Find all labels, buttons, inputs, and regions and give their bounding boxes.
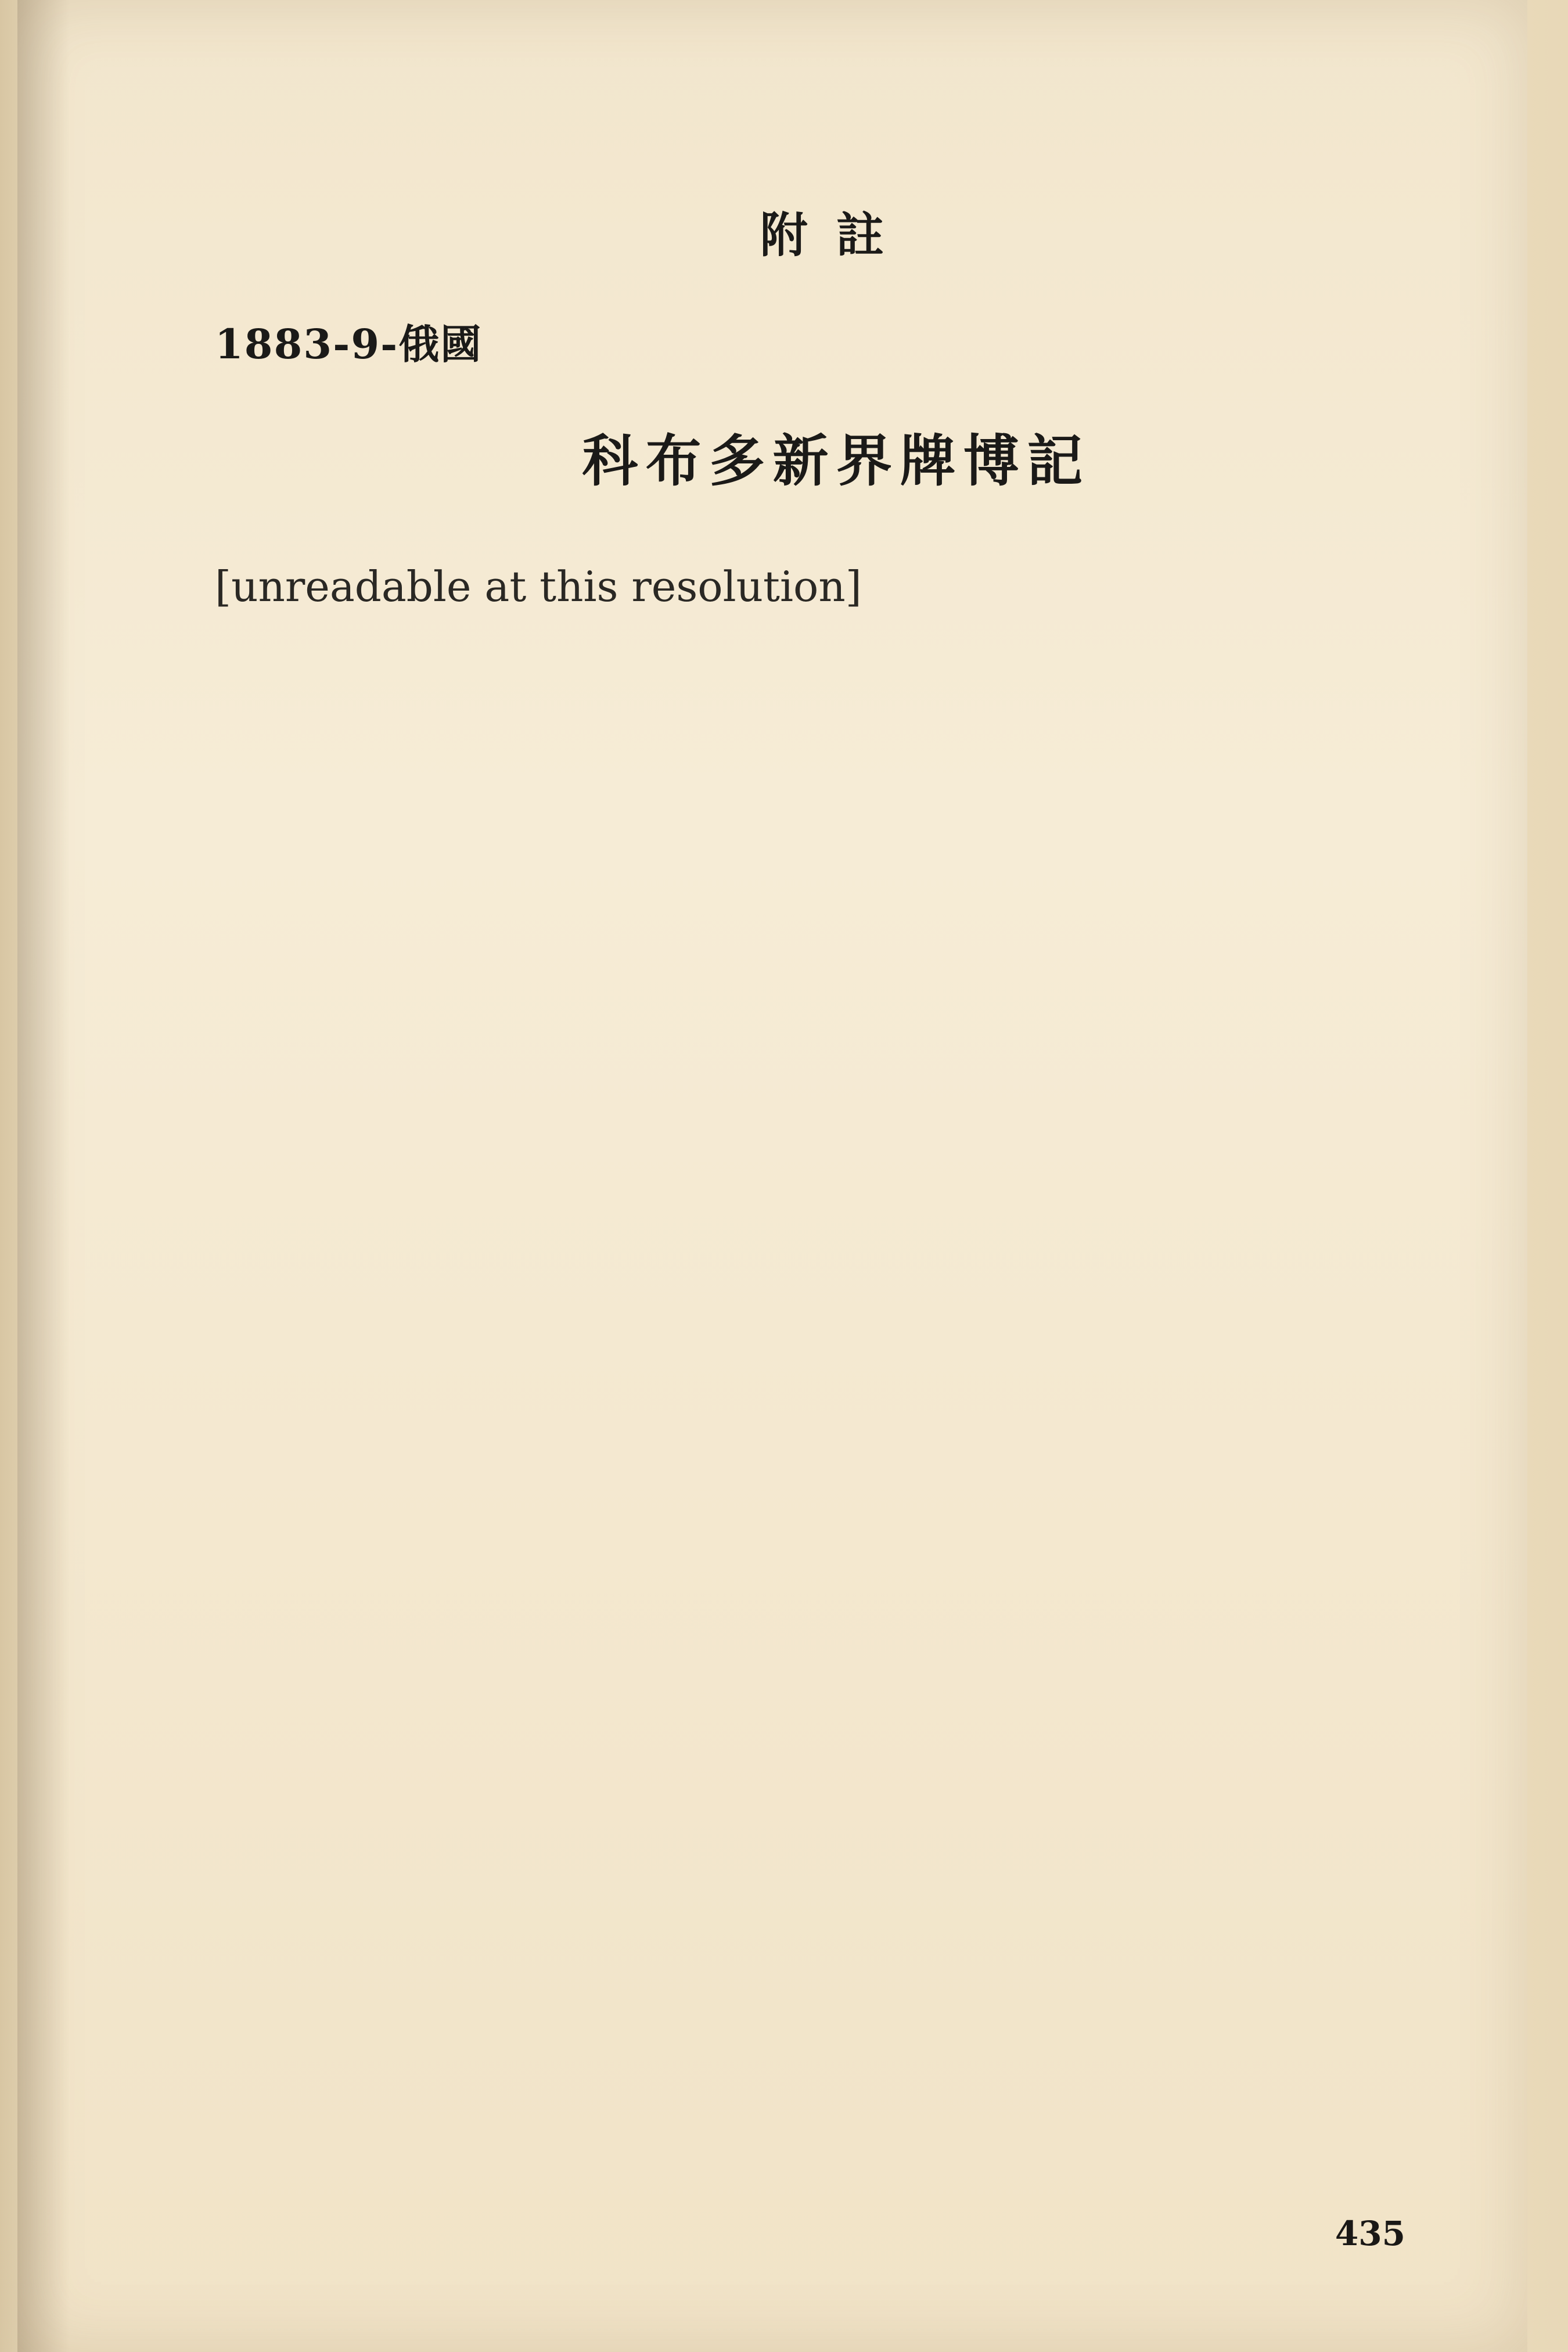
page-heading: 附註 bbox=[760, 207, 913, 263]
page-number: 435 bbox=[1335, 2214, 1405, 2253]
body-text: [unreadable at this resolution] bbox=[215, 562, 862, 611]
section-label: 1883-9-俄國 bbox=[215, 320, 483, 368]
document-title: 科布多新界牌博記 bbox=[582, 428, 1091, 494]
spine-shadow bbox=[17, 0, 70, 2352]
page-content bbox=[215, 197, 1458, 2265]
page-sheet bbox=[17, 0, 1527, 2352]
